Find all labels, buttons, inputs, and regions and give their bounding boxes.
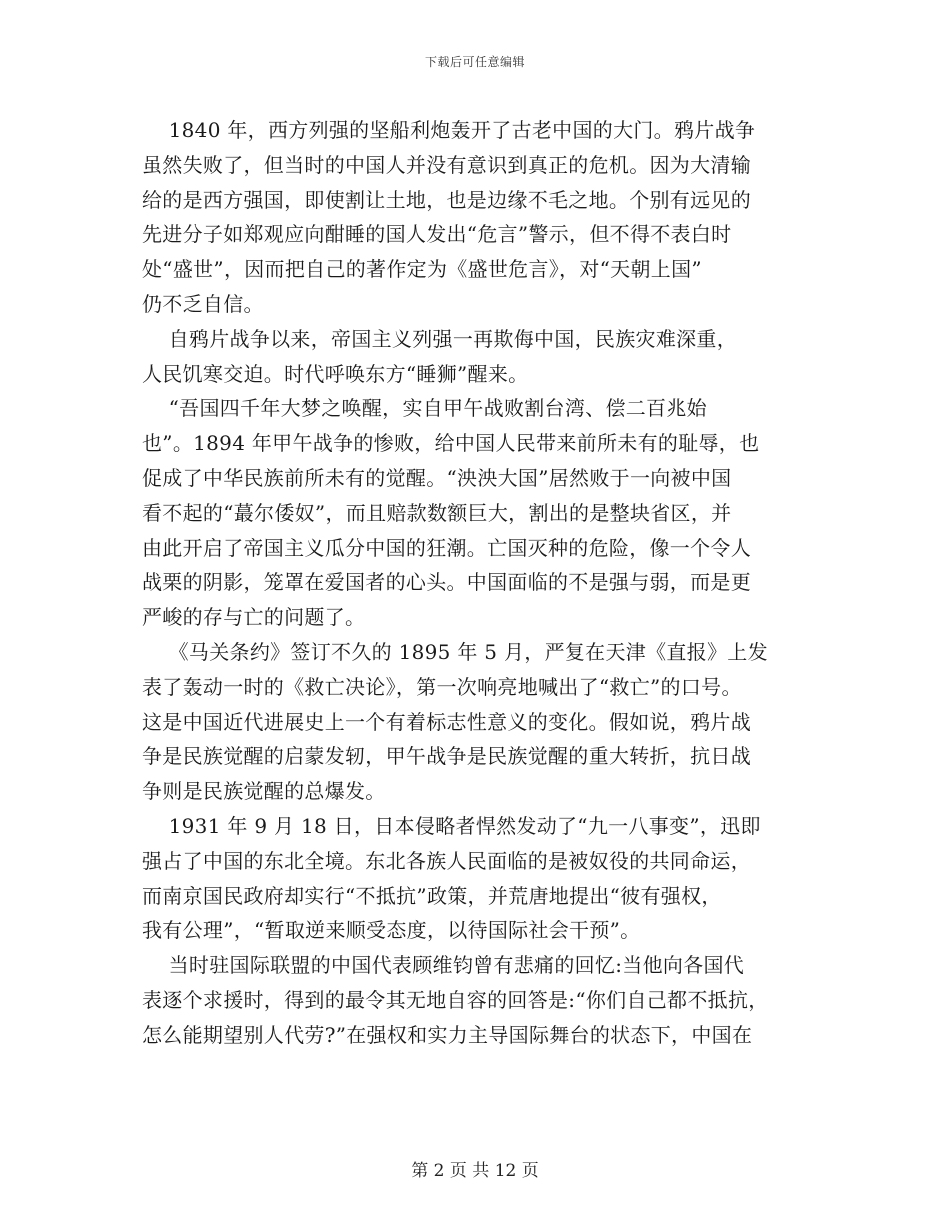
- text-line: 表了轰动一时的《救亡决论》，第一次响亮地喊出了“救亡”的口号。: [142, 674, 742, 699]
- text-line: 给的是西方强国，即使割让土地，也是边缘不毛之地。个别有远见的: [142, 187, 751, 212]
- text-line: 人民饥寒交迫。时代呼唤东方“睡狮”醒来。: [142, 361, 529, 386]
- text-line: 争则是民族觉醒的总爆发。: [142, 779, 386, 804]
- text-line: 当时驻国际联盟的中国代表顾维钧曾有悲痛的回忆:当他向各国代: [142, 953, 745, 978]
- page-header: 下载后可任意编辑: [424, 55, 525, 69]
- text-line: 强占了中国的东北全境。东北各族人民面临的是被奴役的共同命运，: [142, 848, 751, 873]
- text-line: 处“盛世”，因而把自己的著作定为《盛世危言》，对“天朝上国”: [142, 257, 702, 282]
- text-line: 而南京国民政府却实行“不抵抗”政策，并荒唐地提出“彼有强权，: [142, 883, 722, 908]
- text-line: 我有公理”，“暂取逆来顺受态度，以待国际社会干预”。: [142, 918, 641, 943]
- text-line: 战栗的阴影，笼罩在爱国者的心头。中国面临的不是强与弱，而是更: [142, 570, 751, 595]
- page-number-footer: 第 2 页 共 12 页: [411, 1161, 539, 1181]
- text-line: 看不起的“蕞尔倭奴”，而且赔款数额巨大，割出的是整块省区，并: [142, 500, 732, 525]
- text-line: 《马关条约》签订不久的 1895 年 5 月，严复在天津《直报》上发: [142, 639, 768, 664]
- text-line: 也”。1894 年甲午战争的惨败，给中国人民带来前所未有的耻辱，也: [142, 431, 760, 456]
- text-line: 这是中国近代进展史上一个有着标志性意义的变化。假如说，鸦片战: [142, 709, 751, 734]
- text-line: “吾国四千年大梦之唤醒，实自甲午战败割台湾、偿二百兆始: [142, 396, 707, 421]
- text-line: 虽然失败了，但当时的中国人并没有意识到真正的危机。因为大清输: [142, 152, 751, 177]
- text-line: 先进分子如郑观应向酣睡的国人发出“危言”警示，但不得不表白时: [142, 222, 732, 247]
- text-line: 1840 年，西方列强的坚船利炮轰开了古老中国的大门。鸦片战争: [142, 118, 756, 142]
- text-line: 1931 年 9 月 18 日，日本侵略者悍然发动了“九一八事变”，迅即: [142, 813, 761, 838]
- text-line: 促成了中华民族前所未有的觉醒。“泱泱大国”居然败于一向被中国: [142, 465, 732, 490]
- text-line: 严峻的存与亡的问题了。: [142, 605, 366, 630]
- text-line: 自鸦片战争以来，帝国主义列强一再欺侮中国，民族灾难深重，: [142, 326, 738, 351]
- text-line: 由此开启了帝国主义瓜分中国的狂潮。亡国灭种的危险，像一个令人: [142, 535, 751, 560]
- text-line: 争是民族觉醒的启蒙发轫，甲午战争是民族觉醒的重大转折，抗日战: [142, 744, 751, 769]
- document-body: [142, 113, 808, 1053]
- text-line: 表逐个求援时，得到的最令其无地自容的回答是:“你们自己都不抵抗，: [142, 987, 769, 1012]
- text-line: 怎么能期望别人代劳?”在强权和实力主导国际舞台的状态下，中国在: [142, 1022, 753, 1047]
- text-line: 仍不乏自信。: [142, 291, 264, 316]
